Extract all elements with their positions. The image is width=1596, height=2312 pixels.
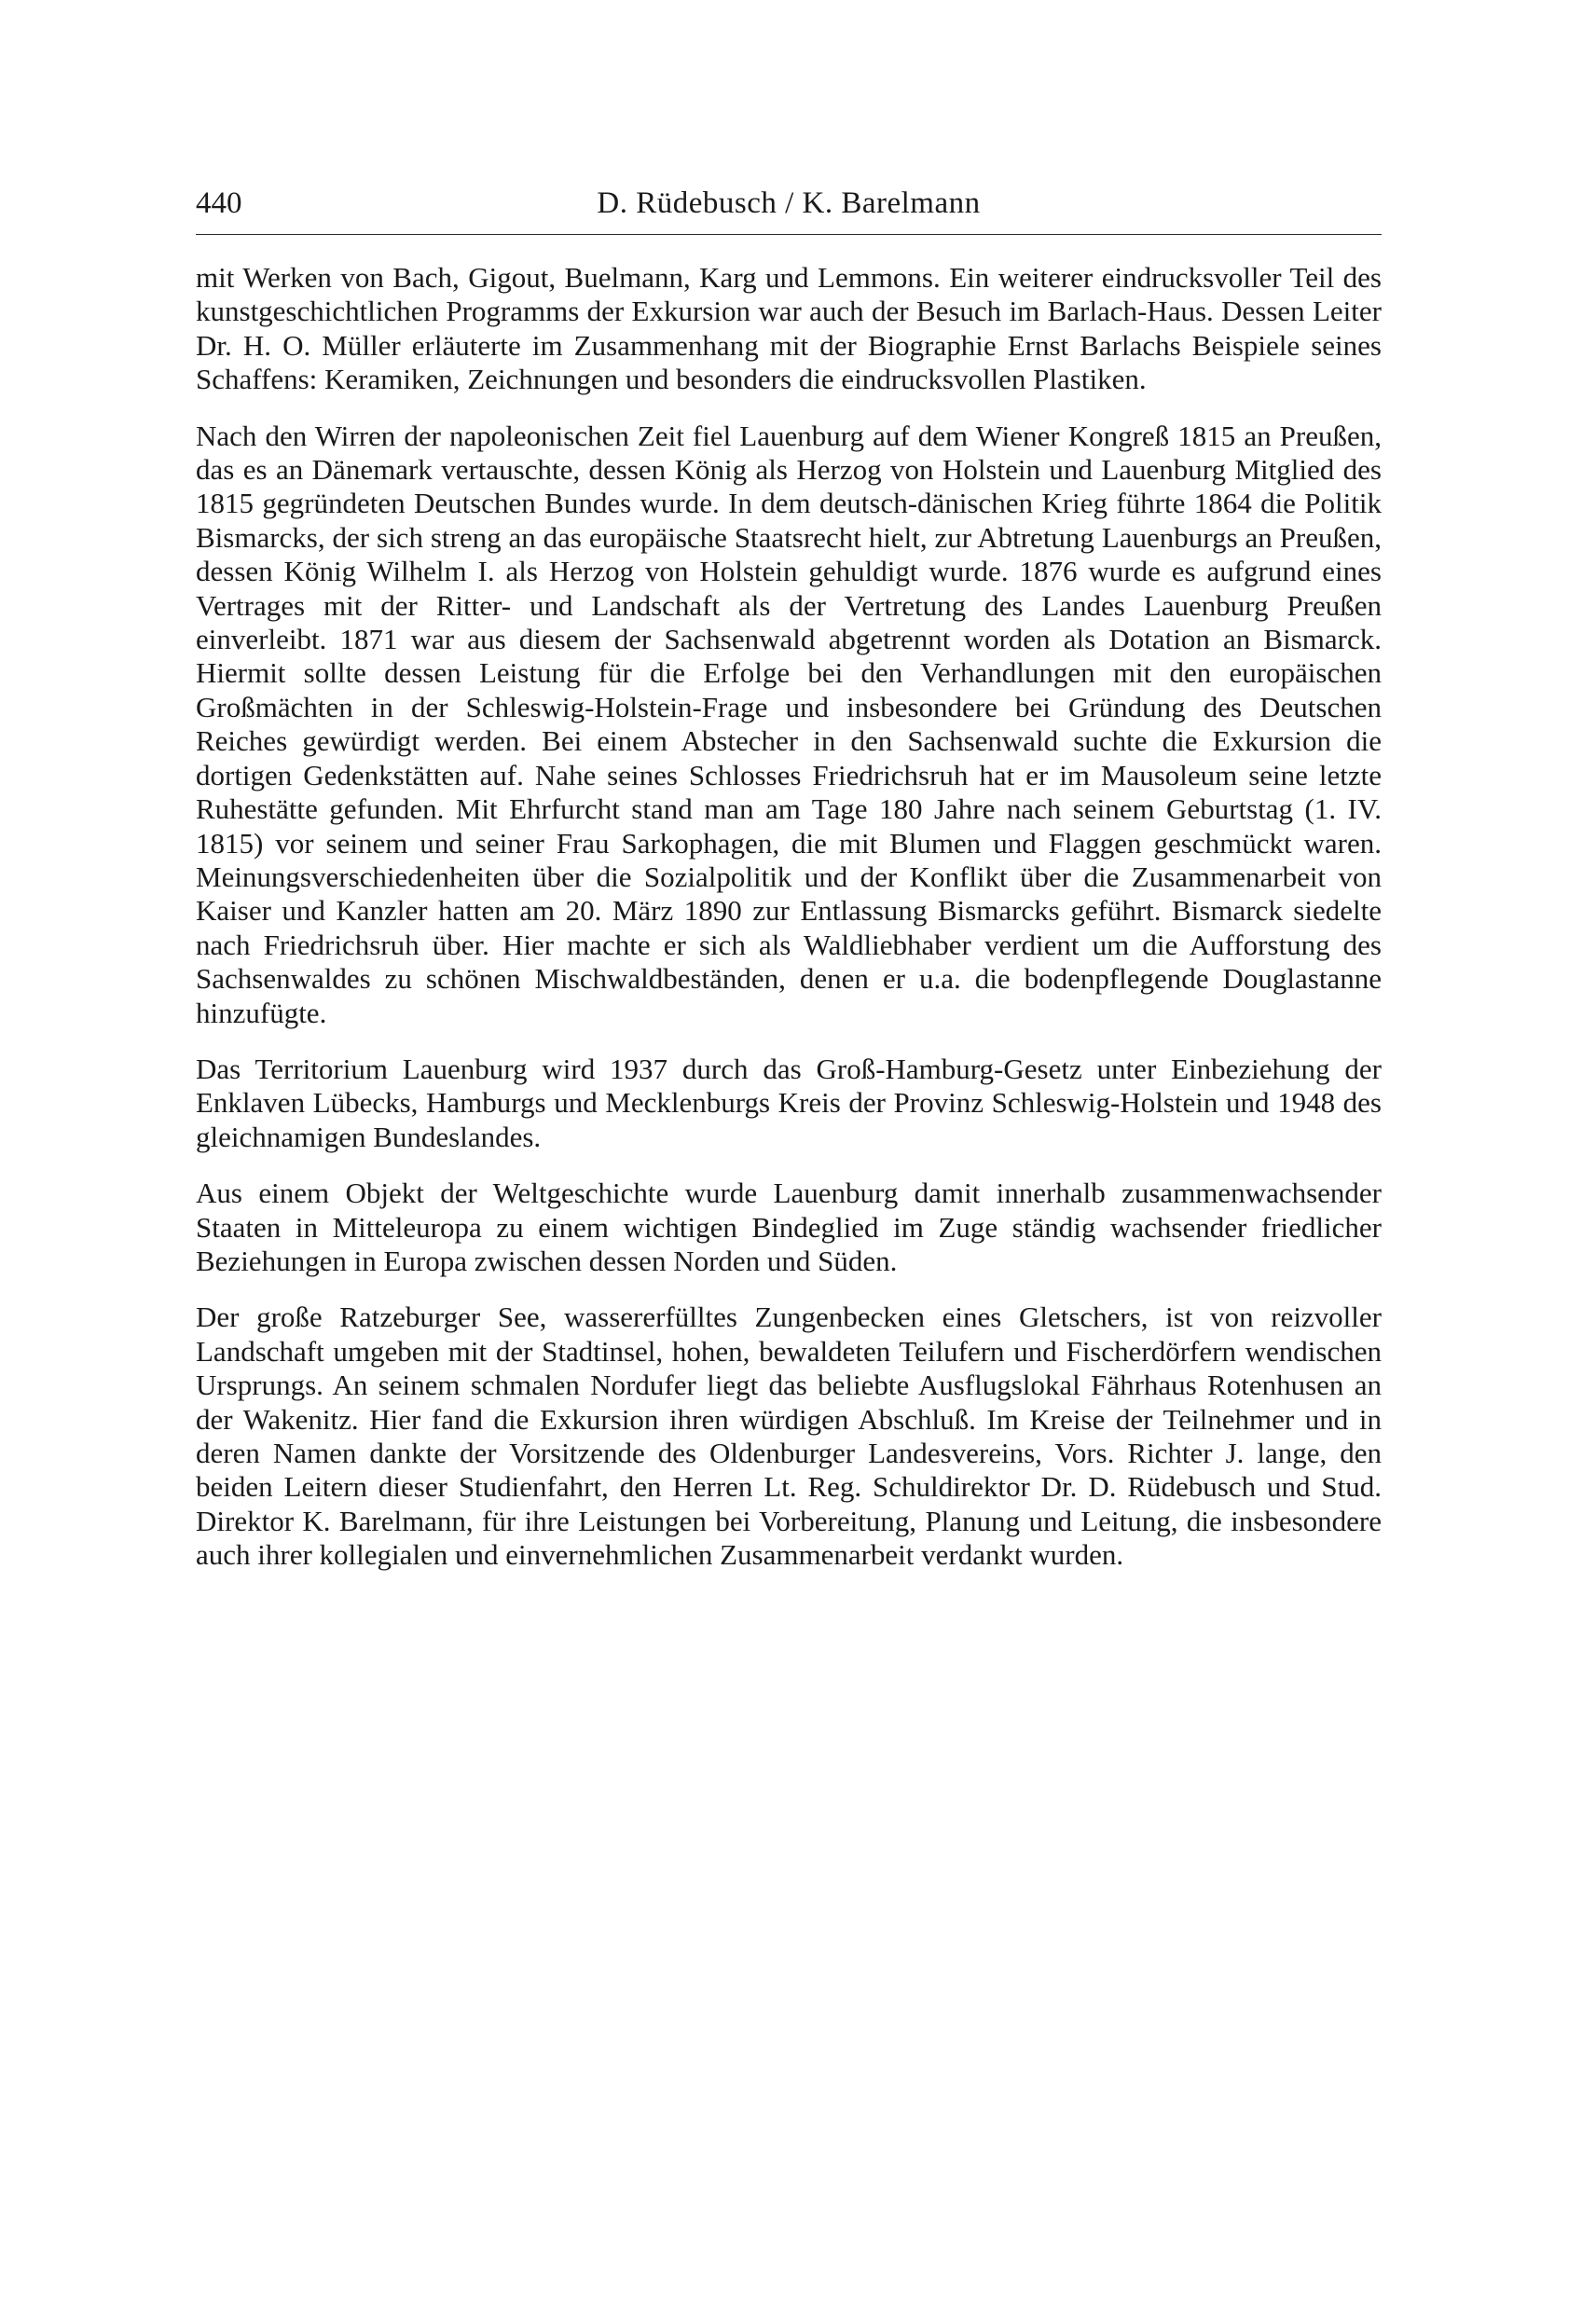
header-rule: [196, 234, 1382, 235]
paragraph-ratzeburger-see: Der große Ratzeburger See, wassererfülltes Zungenbecken eines Gletschers, ist von reizvoller Landschaft umgeben mit der Stadtinsel, hohen, bewaldeten Teilufern und Fischerdörfern wendischen Ursprungs. An seinem schmalen Nordufer liegt das beliebte Ausflugslokal Fährhaus Rotenhusen an der Wakenitz. Hier fand die Exkursion ihren würdigen Abschluß. Im Kreise der Teilnehmer und in deren Namen dankte der Vorsitzende des Oldenburger Landesvereins, Vors. Richter J. lange, den beiden Leitern dieser Studienfahrt, den Herren Lt. Reg. Schuldirektor Dr. D. Rüdebusch und Stud. Direktor K. Barelmann, für ihre Leistungen bei Vorbereitung, Planung und Leitung, die insbesondere auch ihrer kollegialen und einvernehmlichen Zusammenarbeit verdankt wurden.: [196, 1300, 1382, 1572]
body-text: [196, 261, 1382, 1595]
paragraph-weltgeschichte: Aus einem Objekt der Weltgeschichte wurde Lauenburg damit innerhalb zusammenwachsender Staaten in Mitteleuropa zu einem wichtigen Bindeglied im Zuge ständig wachsender friedlicher Beziehungen in Europa zwischen dessen Norden und Süden.: [196, 1177, 1382, 1277]
paragraph-territorium: Das Territorium Lauenburg wird 1937 durch das Groß-Hamburg-Gesetz unter Einbeziehung der Enklaven Lübecks, Hamburgs und Mecklenburgs Kreis der Provinz Schleswig-Holstein und 1948 des gleichnamigen Bundeslandes.: [196, 1052, 1382, 1153]
paragraph-barlach: mit Werken von Bach, Gigout, Buelmann, Karg und Lemmons. Ein weiterer eindrucksvoller Teil des kunstgeschichtlichen Programms der Exkursion war auch der Besuch im Barlach-Haus. Dessen Leiter Dr. H. O. Müller erläuterte im Zusammenhang mit der Biographie Ernst Barlachs Beispiele seines Schaffens: Keramiken, Zeichnungen und besonders die eindrucksvollen Plastiken.: [196, 261, 1382, 396]
running-head-authors: D. Rüdebusch / K. Barelmann: [597, 186, 981, 220]
paragraph-lauenburg-history: Nach den Wirren der napoleonischen Zeit fiel Lauenburg auf dem Wiener Kongreß 1815 an Preußen, das es an Dänemark vertauschte, dessen König als Herzog von Holstein und Lauenburg Mitglied des 1815 gegründeten Deutschen Bundes wurde. In dem deutsch-dänischen Krieg führte 1864 die Politik Bismarcks, der sich streng an das europäische Staatsrecht hielt, zur Abtretung Lauenburgs an Preußen, dessen König Wilhelm I. als Herzog von Holstein gehuldigt wurde. 1876 wurde es aufgrund eines Vertrages mit der Ritter- und Landschaft als der Vertretung des Landes Lauenburg Preußen einverleibt. 1871 war aus diesem der Sachsenwald abgetrennt worden als Dotation an Bismarck. Hiermit sollte dessen Leistung für die Erfolge bei den Verhandlungen mit den europäischen Großmächten in der Schleswig-Holstein-Frage und insbesondere bei Gründung des Deutschen Reiches gewürdigt werden. Bei einem Abstecher in den Sachsenwald suchte die Exkursion die dortigen Gedenkstätten auf. Nahe seines Schlosses Friedrichsruh hat er im Mausoleum seine letzte Ruhestätte gefunden. Mit Ehrfurcht stand man am Tage 180 Jahre nach seinem Geburtstag (1. IV. 1815) vor seinem und seiner Frau Sarkophagen, die mit Blumen und Flaggen geschmückt waren. Meinungsverschiedenheiten über die Sozialpolitik und der Konflikt über die Zusammenarbeit von Kaiser und Kanzler hatten am 20. März 1890 zur Entlassung Bismarcks geführt. Bismarck siedelte nach Friedrichsruh über. Hier machte er sich als Waldliebhaber verdient um die Aufforstung des Sachsenwaldes zu schönen Mischwaldbeständen, denen er u.a. die bodenpflegende Douglastanne hinzufügte.: [196, 419, 1382, 1029]
running-header: [196, 182, 1382, 228]
page-number: 440: [196, 186, 242, 220]
